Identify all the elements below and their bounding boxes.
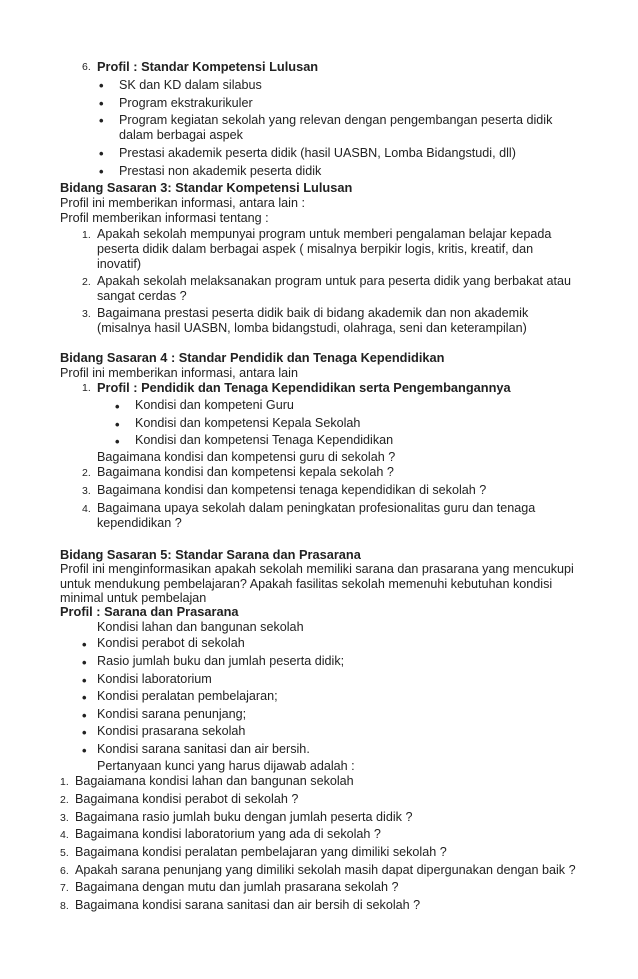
- list-item: Bagaimana kondisi dan kompetensi kepala sekolah ?: [97, 465, 394, 479]
- intro-text: minimal untuk pembelajan: [60, 591, 207, 605]
- bullet-icon: •: [99, 164, 104, 179]
- bullet-icon: •: [82, 655, 87, 670]
- section-heading: Bidang Sasaran 3: Standar Kompetensi Lulusan: [60, 180, 353, 195]
- question-item: Bagaimana kondisi peralatan pembelajaran yang dimiliki sekolah ?: [75, 845, 447, 859]
- bullet-item: Kondisi sarana penunjang;: [97, 707, 247, 721]
- question-item: Bagaiamana kondisi lahan dan bangunan sekolah: [75, 774, 354, 788]
- bullet-item: Kondisi dan kompeteni Guru: [135, 398, 294, 412]
- bullet-icon: •: [82, 725, 87, 740]
- list-item: Apakah sekolah mempunyai program untuk memberi pengalaman belajar kepada: [97, 227, 552, 241]
- list-item: Bagaimana upaya sekolah dalam peningkatan profesionalitas guru dan tenaga: [97, 501, 536, 515]
- question-item: Bagaimana dengan mutu dan jumlah prasarana sekolah ?: [75, 880, 399, 894]
- bullet-item: Kondisi dan kompetensi Tenaga Kependidikan: [135, 433, 394, 447]
- bullet-icon: •: [99, 78, 104, 93]
- list-item-continuation: sangat cerdas ?: [97, 289, 187, 303]
- list-number: 2.: [60, 794, 69, 806]
- bullet-item-continuation: dalam berbagai aspek: [119, 128, 243, 142]
- bullet-item: Program ekstrakurikuler: [119, 96, 253, 110]
- bullet-icon: •: [99, 96, 104, 111]
- bullet-icon: •: [82, 690, 87, 705]
- bullet-item: Program kegiatan sekolah yang relevan dengan pengembangan peserta didik: [119, 113, 553, 127]
- bullet-item: Kondisi dan kompetensi Kepala Sekolah: [135, 416, 361, 430]
- intro-text: untuk mendukung pembelajaran? Apakah fasilitas sekolah memenuhi kebutuhan kondisi: [60, 577, 553, 591]
- list-number: 3.: [60, 812, 69, 824]
- list-item-continuation: kependidikan ?: [97, 516, 182, 530]
- question-intro: Pertanyaan kunci yang harus dijawab adalah :: [97, 759, 355, 773]
- question-item: Bagaimana kondisi laboratorium yang ada di sekolah ?: [75, 827, 381, 841]
- bullet-icon: •: [82, 708, 87, 723]
- list-number: 6.: [60, 865, 69, 877]
- bullet-item: Prestasi non akademik peserta didik: [119, 164, 322, 178]
- section-title: Profil : Pendidik dan Tenaga Kependidikan serta Pengembangannya: [97, 380, 511, 395]
- list-number: 1.: [82, 382, 91, 394]
- list-number: 3.: [82, 485, 91, 497]
- list-number: 2.: [82, 276, 91, 288]
- bullet-item: Kondisi sarana sanitasi dan air bersih.: [97, 742, 310, 756]
- question-item: Bagaimana kondisi sarana sanitasi dan air bersih di sekolah ?: [75, 898, 421, 912]
- list-item-continuation: (misalnya hasil UASBN, lomba bidangstudi, olahraga, seni dan keterampilan): [97, 321, 527, 335]
- bullet-item: Kondisi perabot di sekolah: [97, 636, 245, 650]
- section-heading: Bidang Sasaran 5: Standar Sarana dan Prasarana: [60, 547, 361, 562]
- bullet-item: Rasio jumlah buku dan jumlah peserta didik;: [97, 654, 345, 668]
- bullet-item: Kondisi peralatan pembelajaran;: [97, 689, 278, 703]
- intro-text: Profil ini menginformasikan apakah sekolah memiliki sarana dan prasarana yang mencukupi: [60, 562, 574, 576]
- list-number: 8.: [60, 900, 69, 912]
- list-number: 4.: [82, 503, 91, 515]
- list-number: 3.: [82, 308, 91, 320]
- section-title: Profil : Standar Kompetensi Lulusan: [97, 59, 319, 74]
- question-item: Apakah sarana penunjang yang dimiliki sekolah masih dapat dipergunakan dengan baik ?: [75, 863, 576, 877]
- list-number: 1.: [60, 776, 69, 788]
- list-item-continuation: inovatif): [97, 257, 142, 271]
- list-number: 2.: [82, 467, 91, 479]
- list-number: 6.: [82, 61, 91, 73]
- list-item-continuation: peserta didik dalam berbagai aspek ( misalnya berpikir logis, kritis, kreatif, dan: [97, 242, 534, 256]
- list-number: 5.: [60, 847, 69, 859]
- list-item: Bagaimana kondisi dan kompetensi guru di sekolah ?: [97, 450, 396, 464]
- list-item: Apakah sekolah melaksanakan program untuk para peserta didik yang berbakat atau: [97, 274, 571, 288]
- intro-text: Profil memberikan informasi tentang :: [60, 211, 269, 225]
- bullet-icon: •: [115, 434, 120, 449]
- bullet-item: Kondisi prasarana sekolah: [97, 724, 246, 738]
- intro-text: Profil ini memberikan informasi, antara lain :: [60, 196, 305, 210]
- bullet-icon: •: [99, 113, 104, 128]
- list-item: Kondisi lahan dan bangunan sekolah: [97, 620, 304, 634]
- bullet-icon: •: [115, 417, 120, 432]
- bullet-item: Prestasi akademik peserta didik (hasil UASBN, Lomba Bidangstudi, dll): [119, 146, 516, 160]
- section-heading: Bidang Sasaran 4 : Standar Pendidik dan Tenaga Kependidikan: [60, 350, 445, 365]
- list-number: 4.: [60, 829, 69, 841]
- list-number: 7.: [60, 882, 69, 894]
- section-title: Profil : Sarana dan Prasarana: [60, 604, 239, 619]
- list-item: Bagaimana kondisi dan kompetensi tenaga kependidikan di sekolah ?: [97, 483, 487, 497]
- bullet-item: SK dan KD dalam silabus: [119, 78, 262, 92]
- bullet-icon: •: [115, 399, 120, 414]
- bullet-icon: •: [99, 146, 104, 161]
- bullet-icon: •: [82, 637, 87, 652]
- list-item: Bagaimana prestasi peserta didik baik di bidang akademik dan non akademik: [97, 306, 529, 320]
- intro-text: Profil ini memberikan informasi, antara lain: [60, 366, 298, 380]
- question-item: Bagaimana rasio jumlah buku dengan jumlah peserta didik ?: [75, 810, 413, 824]
- list-number: 1.: [82, 229, 91, 241]
- bullet-icon: •: [82, 743, 87, 758]
- question-item: Bagaimana kondisi perabot di sekolah ?: [75, 792, 299, 806]
- bullet-item: Kondisi laboratorium: [97, 672, 212, 686]
- bullet-icon: •: [82, 673, 87, 688]
